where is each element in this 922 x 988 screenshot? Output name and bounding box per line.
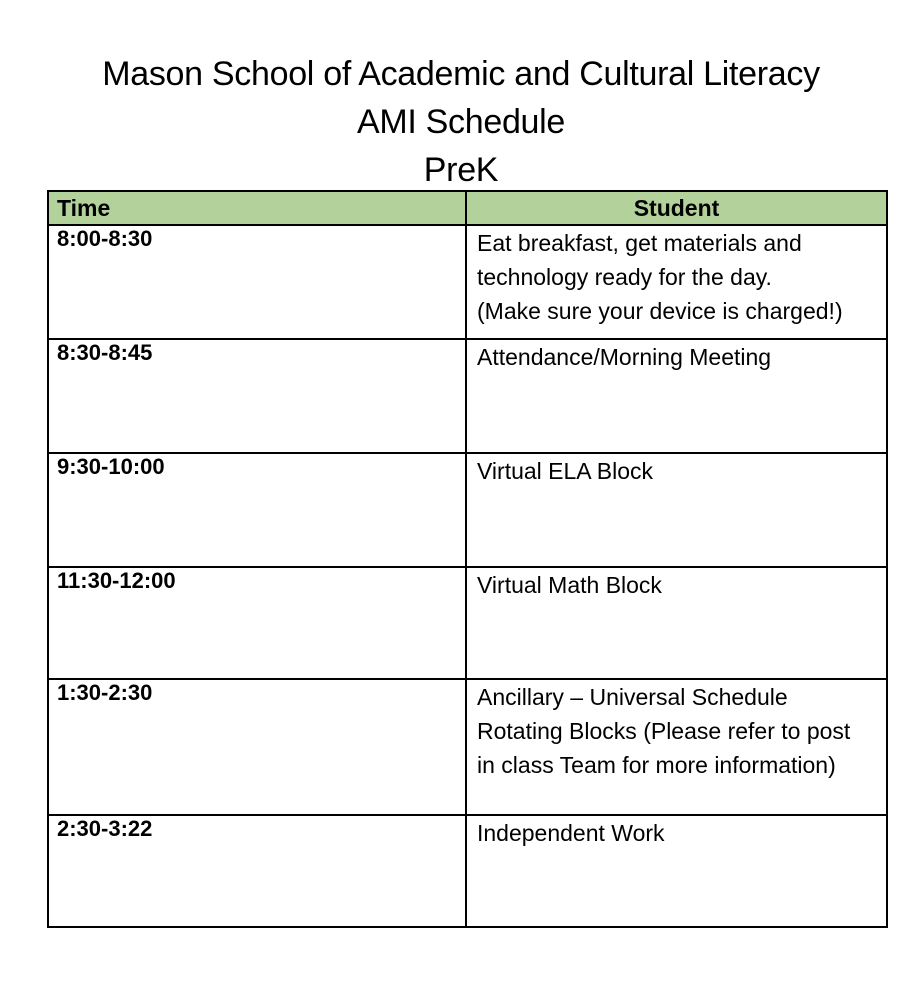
activity-line: Virtual Math Block bbox=[477, 572, 662, 598]
table-row bbox=[48, 567, 887, 679]
activity-line: Ancillary – Universal Schedule bbox=[477, 684, 788, 710]
table-header-row bbox=[48, 191, 887, 225]
schedule-title: AMI Schedule bbox=[356, 103, 566, 141]
activity-cell bbox=[466, 453, 887, 567]
activity-line: Virtual ELA Block bbox=[477, 458, 654, 484]
document-title bbox=[0, 50, 922, 194]
column-header-student: Student bbox=[466, 191, 887, 225]
time-cell: 2:30-3:22 bbox=[48, 815, 466, 927]
time-cell: 9:30-10:00 bbox=[48, 453, 466, 567]
activity-line: Independent Work bbox=[477, 820, 665, 846]
activity-cell bbox=[466, 679, 887, 815]
grade-level: PreK bbox=[423, 151, 499, 189]
activity-line: Attendance/Morning Meeting bbox=[477, 344, 772, 370]
activity-cell bbox=[466, 339, 887, 453]
activity-cell bbox=[466, 225, 887, 339]
activity-line: in class Team for more information) bbox=[477, 752, 836, 778]
activity-line: technology ready for the day. bbox=[477, 264, 772, 290]
time-cell: 8:00-8:30 bbox=[48, 225, 466, 339]
table-row bbox=[48, 815, 887, 927]
school-name: Mason School of Academic and Cultural Literacy bbox=[102, 55, 820, 93]
activity-line: (Make sure your device is charged!) bbox=[477, 298, 843, 324]
time-cell: 1:30-2:30 bbox=[48, 679, 466, 815]
activity-line: Rotating Blocks (Please refer to post bbox=[477, 718, 851, 744]
activity-cell bbox=[466, 567, 887, 679]
schedule-table bbox=[47, 190, 888, 928]
table-row bbox=[48, 679, 887, 815]
table-row bbox=[48, 225, 887, 339]
table-row bbox=[48, 339, 887, 453]
time-cell: 11:30-12:00 bbox=[48, 567, 466, 679]
activity-cell bbox=[466, 815, 887, 927]
time-cell: 8:30-8:45 bbox=[48, 339, 466, 453]
table-row bbox=[48, 453, 887, 567]
column-header-time: Time bbox=[48, 191, 466, 225]
activity-line: Eat breakfast, get materials and bbox=[477, 230, 802, 256]
